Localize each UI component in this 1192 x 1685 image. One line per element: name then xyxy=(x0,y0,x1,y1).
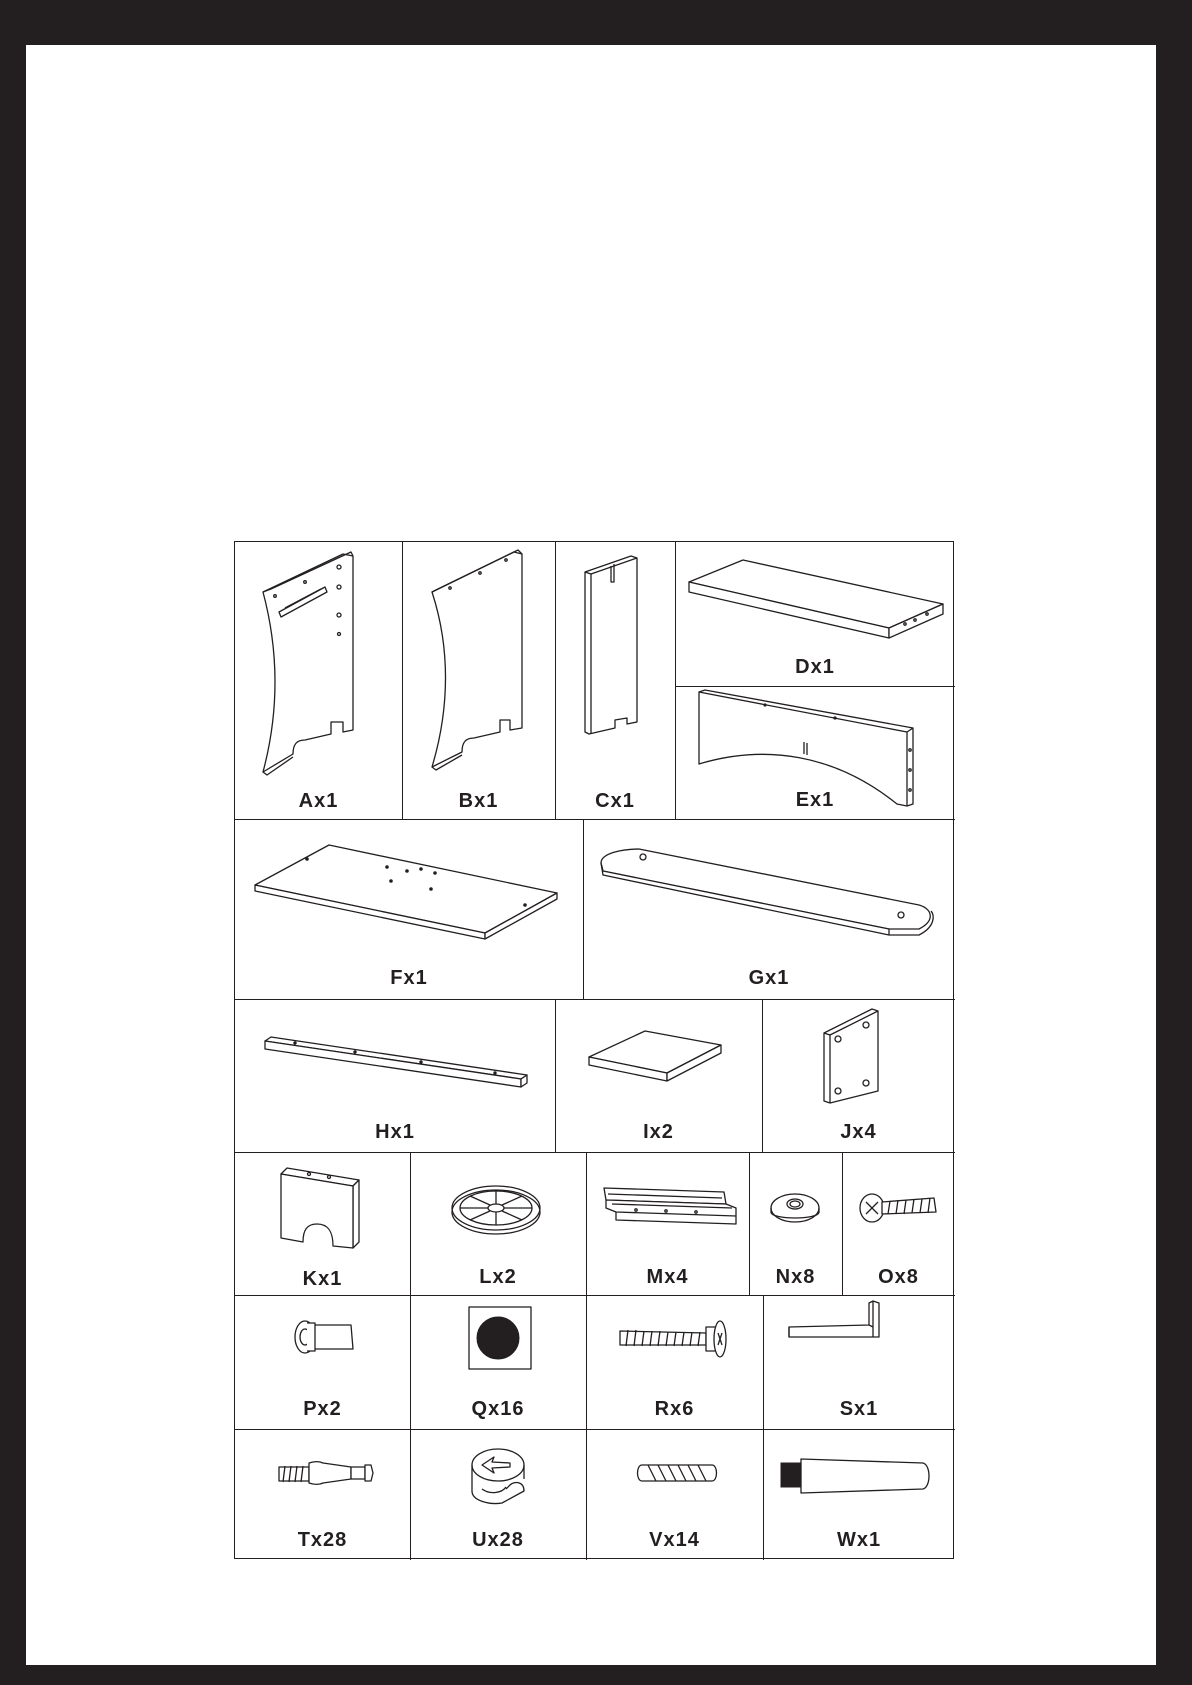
part-g-label: Gx1 xyxy=(748,967,790,989)
part-i-label: Ix2 xyxy=(643,1121,674,1143)
part-k-label: Kx1 xyxy=(302,1268,343,1290)
part-w-label: Wx1 xyxy=(836,1529,882,1551)
part-a-cell xyxy=(235,542,402,819)
part-i-cell xyxy=(555,999,762,1152)
part-t-label: Tx28 xyxy=(297,1529,348,1551)
part-o-cell xyxy=(842,1152,955,1295)
part-s-cell xyxy=(763,1295,955,1429)
part-q-label: Qx16 xyxy=(471,1398,525,1420)
part-a-label: Ax1 xyxy=(298,790,339,812)
part-k-cell xyxy=(235,1152,410,1295)
part-m-cell xyxy=(586,1152,749,1295)
part-m-label: Mx4 xyxy=(646,1266,689,1288)
part-v-cell xyxy=(586,1429,763,1560)
part-b-cell xyxy=(402,542,555,819)
side-panel-a-illustration xyxy=(235,542,402,819)
part-v-label: Vx14 xyxy=(649,1529,700,1551)
parts-list-table xyxy=(234,541,954,1559)
part-r-cell xyxy=(586,1295,763,1429)
part-t-cell xyxy=(235,1429,410,1560)
part-d-cell xyxy=(675,542,955,686)
part-p-label: Px2 xyxy=(303,1398,342,1420)
part-n-cell xyxy=(749,1152,842,1295)
part-w-cell xyxy=(763,1429,955,1560)
divider-c-illustration xyxy=(555,542,675,819)
part-h-label: Hx1 xyxy=(375,1121,415,1143)
part-u-cell xyxy=(410,1429,586,1560)
part-b-label: Bx1 xyxy=(458,790,499,812)
part-e-label: Ex1 xyxy=(795,789,835,811)
part-l-label: Lx2 xyxy=(479,1266,517,1288)
part-o-label: Ox8 xyxy=(878,1266,919,1288)
part-j-label: Jx4 xyxy=(840,1121,877,1143)
part-d-label: Dx1 xyxy=(795,656,835,678)
part-r-label: Rx6 xyxy=(654,1398,695,1420)
part-p-cell xyxy=(235,1295,410,1429)
part-l-cell xyxy=(410,1152,586,1295)
part-c-label: Cx1 xyxy=(595,790,635,812)
side-panel-b-illustration xyxy=(402,542,555,819)
part-s-label: Sx1 xyxy=(839,1398,879,1420)
part-u-label: Ux28 xyxy=(472,1529,524,1551)
part-f-cell xyxy=(235,819,583,999)
part-c-cell xyxy=(555,542,675,819)
part-f-label: Fx1 xyxy=(390,967,428,989)
part-e-cell xyxy=(675,686,955,819)
part-j-cell xyxy=(762,999,955,1152)
part-n-label: Nx8 xyxy=(775,1266,816,1288)
part-h-cell xyxy=(235,999,555,1152)
document-page xyxy=(26,45,1156,1665)
part-q-cell xyxy=(410,1295,586,1429)
part-g-cell xyxy=(583,819,955,999)
